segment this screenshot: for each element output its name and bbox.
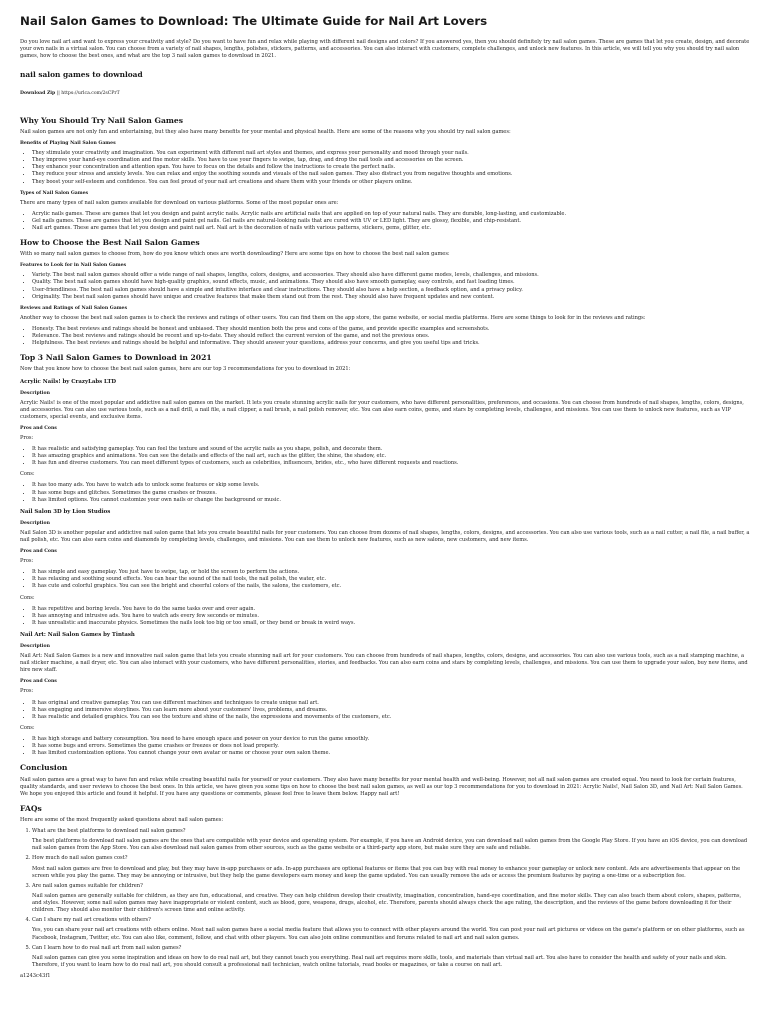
why-heading: Why You Should Try Nail Salon Games [20,115,184,125]
reviews-intro: Another way to choose the best nail salon games is to check the reviews and ratings of other users. You can find them on the app store, the game website, or social media platforms. Here are some things to look for in the reviews and ratings: [20,314,646,321]
download-separator: || [55,91,62,97]
benefit-item: • They improve your hand-eye coordination and fine motor skills. You have to use your fingers to swipe, tap, drag, and drop the nail tools and accessories on the screen. [32,157,750,164]
benefits-heading: Benefits of Playing Nail Salon Games [20,141,116,147]
pros-cons-heading: Pros and Cons [20,425,57,431]
conclusion-paragraph: Nail salon games are a great way to have fun and relax while creating beautiful nails for yourself or your customers. They also have many benefits for your mental health and well-being. However, not all nail salon games are created equal. You need to look for certain features, quality standards, and user reviews to choose the best ones. In this article, we have given you some tips on how to choose the best nail salon games, as well as our top 3 recommendations for you to download in 2021: Acrylic Nails!, Nail Salon 3D, and Nail Art: Nail Salon Games. We hope you enjoyed this article and found it helpful. If you have any questions or comments, please feel free to leave them below. Happy nail art! [20,776,743,797]
pros-cons-heading: Pros and Cons [20,549,57,555]
pros-cons-heading: Pros and Cons [20,679,57,685]
download-zip-link[interactable]: Download Zip [20,91,56,97]
game-section-3 [20,632,750,757]
con-item: • It has limited options. You cannot customize your own nails or change the background or music. [32,497,750,504]
game-section-1 [20,379,750,504]
pro-item: • It has original and creative gameplay. You can use different machines and techniques to create unique nail art. [32,700,750,707]
cons-list [20,482,750,503]
footer-code: a1243c43f1 [20,973,51,980]
pro-item: • It has cute and colorful graphics. You can see the bright and cheerful colors of the nails, the salons, the customers, etc. [32,583,750,590]
description-heading: Description [20,520,50,526]
faq-list [20,828,750,969]
features-list [20,272,750,301]
faq-item [32,917,750,941]
type-item: • Nail art games. These are games that let you design and paint nail art. Nail art is the decoration of nails with various patterns, stickers, gems, glitter, etc. [32,225,750,232]
type-item: • Acrylic nails games. These are games that let you design and paint acrylic nails. Acrylic nails are artificial nails that are applied on top of your natural nails. They are durable, long-lasting, and customizable. [32,211,750,218]
reviews-list [20,326,750,347]
feature-item: • Variety. The best nail salon games should offer a wide range of nail shapes, lengths, colors, designs, and accessories. They should also have different game modes, levels, challenges, and missions. [32,272,750,279]
types-list [20,211,750,232]
feature-item: • Quality. The best nail salon games should have high-quality graphics, sound effects, music, and animations. They should also have smooth gameplay, easy controls, and fast loading times. [32,279,750,286]
con-item: • It has annoying and intrusive ads. You have to watch ads every few seconds or minutes. [32,613,750,620]
types-intro: There are many types of nail salon games available for download on various platforms. Some of the most popular ones are: [20,199,339,206]
faq-answer: Nail salon games can give you some inspiration and ideas on how to do real nail art, but they cannot teach you everything. Real nail art requires more skills, tools, and materials than virtual nail art. You also have to consider the health and safety of your nails and skin. Therefore, if you want to learn how to do real nail art, you should consult a professional nail technician, watch online tutorials, read books or magazines, or take a course on nail art. [32,954,727,968]
faq-answer: Most nail salon games are free to download and play, but they may have in-app purchases or ads. In-app purchases are optional features or items that you can buy with real money to enhance your gameplay or unlock new content. Ads are advertisements that appear on the screen while you play the game. They may be annoying or intrusive, but they help the game developers earn money and keep the game updated. You can usually remove the ads or access the premium features by paying a one-time or a subscription fee. [32,865,741,879]
faq-answer: Nail salon games are generally suitable for children, as they are fun, educational, and creative. They can help children develop their creativity, imagination, concentration, hand-eye coordination, and fine motor skills. They can also teach them about colors, shapes, patterns, and styles. However, some nail salon games may have inappropriate or violent content, such as blood, gore, weapons, drugs, alcohol, etc. Therefore, parents should always check the age rating, the description, and the reviews of the game before downloading it for their children. They should also monitor their children's screen time and online activity. [32,892,742,914]
game-section-2 [20,509,750,627]
pros-label: Pros: [20,558,34,565]
pros-label: Pros: [20,688,34,695]
pros-list [20,569,750,590]
pros-list [20,446,750,467]
keyword-heading: nail salon games to download [20,69,143,79]
how-heading: How to Choose the Best Nail Salon Games [20,238,200,248]
pro-item: • It has simple and easy gameplay. You just have to swipe, tap, or hold the screen to perform the actions. [32,569,750,576]
pros-label: Pros: [20,434,34,441]
benefit-item: • They enhance your concentration and attention span. You have to focus on the details and follow the instructions to create the perfect nails. [32,164,750,171]
faq-item [32,828,750,852]
description-heading: Description [20,644,50,650]
feature-item: • User-friendliness. The best nail salon games should have a simple and intuitive interface and clear instructions. They should also have a help section, a feedback option, and a privacy policy. [32,287,750,294]
benefits-list [20,150,750,186]
page-title: Nail Salon Games to Download: The Ultimate Guide for Nail Art Lovers [20,14,488,28]
faqs-intro: Here are some of the most frequently asked questions about nail salon games: [20,816,224,823]
types-heading: Types of Nail Salon Games [20,190,89,196]
cons-label: Cons: [20,471,35,478]
pro-item: • It has realistic and detailed graphics. You can see the texture and shine of the nails, the expressions and movements of the customers, etc. [32,714,750,721]
review-item: • Relevance. The best reviews and ratings should be recent and up-to-date. They should reflect the current version of the game, and not the previous ones. [32,333,750,340]
top-heading: Top 3 Nail Salon Games to Download in 2021 [20,353,212,363]
faq-item [32,883,750,915]
pro-item: • It has fun and diverse customers. You can meet different types of customers, such as celebrities, influencers, brides, etc., who have different requests and reactions. [32,460,750,467]
faq-question: 5. Can I learn how to do real nail art from nail salon games? [32,944,182,951]
benefit-item: • They boost your self-esteem and confidence. You can feel proud of your nail art creations and share them with your friends or other players online. [32,179,750,186]
faq-question: 3. Are nail salon games suitable for children? [32,882,143,889]
cons-label: Cons: [20,724,35,731]
pro-item: • It has engaging and immersive storylines. You can learn more about your customers' lives, problems, and dreams. [32,707,750,714]
intro-paragraph: Do you love nail art and want to express your creativity and style? Do you want to have fun and relax while playing with different nail designs and colors? If you answered yes, then you should definitely try nail salon games. These are games that let you create, design, and decorate your own nails in a virtual salon. You can choose from a variety of nail shapes, lengths, polishes, stickers, patterns, and accessories. You can also interact with customers, complete challenges, and unlock new features. In this article, we will tell you why you should try nail salon games, how to choose the best ones, and what are the top 3 nail salon games to download in 2021. [20,39,750,60]
faq-item [32,945,750,969]
pro-item: • It has realistic and satisfying gameplay. You can feel the texture and sound of the acrylic nails as you shape, polish, and decorate them. [32,446,750,453]
cons-list [20,736,750,757]
pro-item: • It has amazing graphics and animations. You can see the details and effects of the nail art, such as the glitter, the shine, the shadow, etc. [32,453,750,460]
how-intro: With so many nail salon games to choose from, how do you know which ones are worth downloading? Here are some tips on how to choose the best nail salon games: [20,251,450,258]
game-description: Nail Salon 3D is another popular and addictive nail salon game that lets you create beautiful nails for your customers. You can choose from dozens of nail shapes, lengths, colors, designs, and accessories. You can also use various tools, such as a nail cutter, a nail file, a nail buffer, a nail polish, etc. You can also earn coins and diamonds by completing levels, challenges, and missions. You can use them to unlock new features, such as new salons, new customers, and new items. [20,529,750,543]
review-item: • Honesty. The best reviews and ratings should be honest and unbiased. They should mention both the pros and cons of the game, and provide specific examples and screenshots. [32,326,750,333]
game-title: Nail Art: Nail Salon Games by Tintash [20,632,135,639]
faq-answer: The best platforms to download nail salon games are the ones that are compatible with your device and operating system. For example, if you have an Android device, you can download nail salon games from the Google Play Store. If you have an iOS device, you can download nail salon games from the App Store. You can also download nail salon games from other sources, such as the game website or a third-party app store, but make sure they are safe and reliable. [32,838,748,852]
game-title: Acrylic Nails! by CrazyLabs LTD [20,378,117,385]
reviews-heading: Reviews and Ratings of Nail Salon Games [20,305,128,311]
feature-item: • Originality. The best nail salon games should have unique and creative features that make them stand out from the rest. They should also have frequent updates and new content. [32,294,750,301]
con-item: • It has some bugs and glitches. Sometimes the game crashes or freezes. [32,490,750,497]
con-item: • It has repetitive and boring levels. You have to do the same tasks over and over again. [32,606,750,613]
benefit-item: • They stimulate your creativity and imagination. You can experiment with different nail art styles and themes, and express your personality and mood through your nails. [32,150,750,157]
review-item: • Helpfulness. The best reviews and ratings should be helpful and informative. They should answer your questions, address your concerns, and give you useful tips and tricks. [32,340,750,347]
cons-list [20,606,750,627]
cons-label: Cons: [20,594,35,601]
game-title: Nail Salon 3D by Lion Studios [20,508,111,515]
game-description: Nail Art: Nail Salon Games is a new and innovative nail salon game that lets you create stunning nail art for your customers. You can choose from hundreds of nail shapes, lengths, colors, designs, and accessories. You can also use various tools, such as a nail stamping machine, a nail sticker machine, a nail dryer, etc. You can also interact with your customers, who have different personalities, stories, and feedbacks. You can also earn coins and stars by completing levels, challenges, and missions. You can use them to upgrade your salon, buy new items, and hire new staff. [20,653,748,674]
pros-list [20,700,750,721]
download-line [20,91,750,97]
top-intro: Now that you know how to choose the best nail salon games, here are our top 3 recommendations for you to download in 2021: [20,366,351,373]
download-url-link[interactable]: https://urlca.com/2sCPrT [61,91,120,97]
conclusion-heading: Conclusion [20,763,68,773]
faq-question: 4. Can I share my nail art creations with others? [32,917,151,924]
features-heading: Features to Look for in Nail Salon Games [20,263,127,269]
faq-item [32,855,750,879]
con-item: • It has some bugs and errors. Sometimes the game crashes or freezes or does not load properly. [32,743,750,750]
benefit-item: • They reduce your stress and anxiety levels. You can relax and enjoy the soothing sounds and visuals of the nail salon games. They also distract you from negative thoughts and emotions. [32,171,750,178]
pro-item: • It has relaxing and soothing sound effects. You can hear the sound of the nail tools, the nail polish, the water, etc. [32,576,750,583]
con-item: • It has high storage and battery consumption. You need to have enough space and power on your device to run the game smoothly. [32,736,750,743]
faq-question: 2. How much do nail salon games cost? [32,855,128,862]
con-item: • It has limited customization options. You cannot change your own avatar or name or choose your own salon theme. [32,750,750,757]
type-item: • Gel nails games. These are games that let you design and paint gel nails. Gel nails are natural-looking nails that are cured with UV or LED light. They are glossy, flexible, and chip-resistant. [32,218,750,225]
why-intro: Nail salon games are not only fun and entertaining, but they also have many benefits for your mental and physical health. Here are some of the reasons why you should try nail salon games: [20,128,511,135]
con-item: • It has too many ads. You have to watch ads to unlock some features or skip some levels. [32,482,750,489]
description-heading: Description [20,390,50,396]
con-item: • It has unrealistic and inaccurate physics. Sometimes the nails look too big or too small, or they bend or break in weird ways. [32,620,750,627]
faqs-heading: FAQs [20,803,42,813]
faq-answer: Yes, you can share your nail art creations with others online. Most nail salon games have a social media feature that allows you to connect with other players around the world. You can post your nail art pictures or videos on the game's platform or on other platforms, such as Facebook, Instagram, Twitter, etc. You can also like, comment, follow, and chat with other players. You can also join online communities and forums related to nail art and nail salon games. [32,927,745,941]
game-description: Acrylic Nails! is one of the most popular and addictive nail salon games on the market. It lets you create stunning acrylic nails for your customers, who have different personalities, preferences, and occasions. You can choose from hundreds of nail shapes, lengths, colors, designs, and accessories. You can also use various tools, such as a nail drill, a nail file, a nail clipper, a nail brush, a nail polish remover, etc. You can also earn coins, gems, and stars by completing levels, challenges, and missions. You can use them to unlock new features, such as VIP customers, special events, and exclusive items. [20,399,744,420]
faq-question: 1. What are the best platforms to download nail salon games? [32,828,186,835]
